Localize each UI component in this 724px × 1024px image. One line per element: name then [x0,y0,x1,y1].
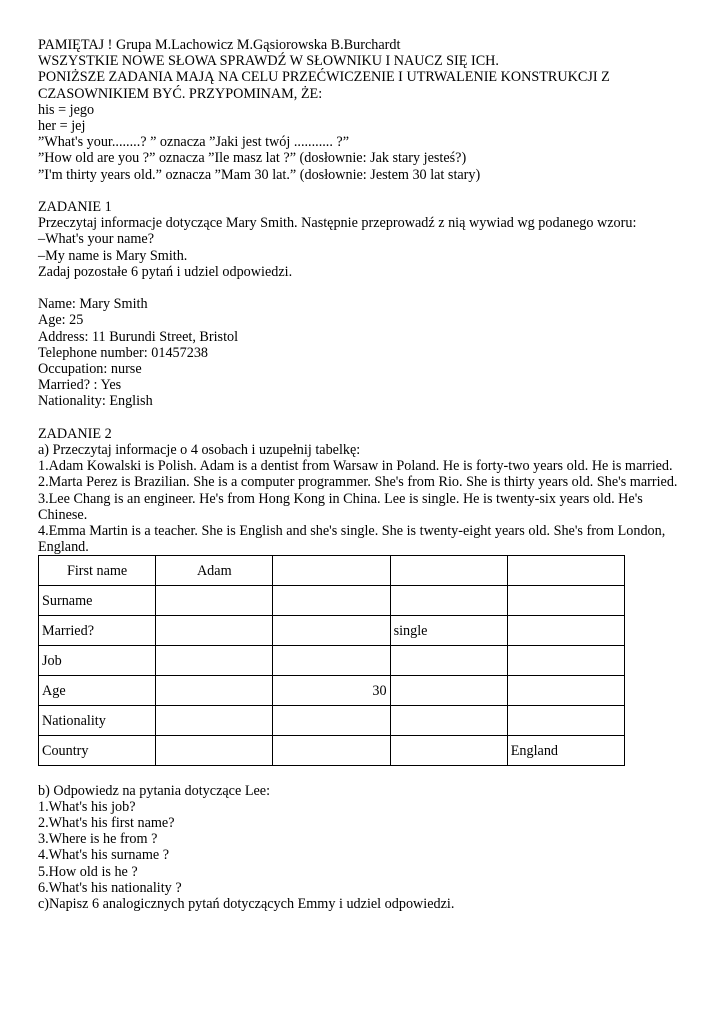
table-cell [273,736,390,766]
table-cell [507,586,624,616]
table-row [39,676,625,706]
table-cell [273,616,390,646]
intro-line: his = jego [38,101,95,118]
table-cell [273,556,390,586]
table-row [39,556,625,586]
table-cell [156,646,273,676]
table-cell [156,586,273,616]
task2-line: 3.Lee Chang is an engineer. He's from Hong Kong in China. Lee is single. He is twenty-six years old. He's Chinese. [38,490,643,523]
table-cell [273,586,390,616]
profile-line: Nationality: English [38,393,153,410]
table-row [39,586,625,616]
spacer [38,410,688,426]
part-b-line: 6.What's his nationality ? [38,879,182,896]
task1-section [38,199,688,410]
task1-heading: ZADANIE 1 [38,199,112,216]
task1-line: Zadaj pozostałe 6 pytań i udziel odpowiedzi. [38,263,293,280]
document-page [38,37,688,912]
task2-section [38,426,688,912]
table-cell: First name [39,556,156,586]
task2-line: 2.Marta Perez is Brazilian. She is a computer programmer. She's from Rio. She is thirty years old. She's married. [38,474,678,491]
table-cell [390,556,507,586]
intro-line: PONIŻSZE ZADANIA MAJĄ NA CELU PRZEĆWICZENIE I UTRWALENIE KONSTRUKCJI Z CZASOWNIKIEM BYĆ. PRZYPOMINAM, ŻE: [38,69,610,102]
intro-line: WSZYSTKIE NOWE SŁOWA SPRAWDŹ W SŁOWNIKU I NAUCZ SIĘ ICH. [38,53,499,70]
table-cell: Age [39,676,156,706]
table-cell: Job [39,646,156,676]
table-cell [390,736,507,766]
task2-line: 4.Emma Martin is a teacher. She is English and she's single. She is twenty-eight years old. She's from London, England. [38,523,666,556]
profile-line: Name: Mary Smith [38,296,148,313]
spacer [38,183,688,199]
table-cell [156,676,273,706]
table-cell: 30 [273,676,390,706]
task2-line: 1.Adam Kowalski is Polish. Adam is a dentist from Warsaw in Poland. He is forty-two years old. He is married. [38,458,673,475]
part-c-line: c)Napisz 6 analogicznych pytań dotyczących Emmy i udziel odpowiedzi. [38,896,455,913]
task1-line: –My name is Mary Smith. [38,247,188,264]
spacer [38,280,688,296]
spacer [38,766,688,782]
intro-line: ”I'm thirty years old.” oznacza ”Mam 30 lat.” (dosłownie: Jestem 30 lat stary) [38,166,481,183]
table-cell: single [390,616,507,646]
table-cell [156,736,273,766]
table-row [39,736,625,766]
task1-line: Przeczytaj informacje dotyczące Mary Smith. Następnie przeprowadź z nią wywiad wg podanego wzoru: [38,215,637,232]
intro-line: PAMIĘTAJ ! Grupa M.Lachowicz M.Gąsiorowska B.Burchardt [38,37,401,53]
part-b-line: b) Odpowiedz na pytania dotyczące Lee: [38,782,271,799]
table-cell [390,646,507,676]
table-cell: Surname [39,586,156,616]
table-cell [507,676,624,706]
table-cell [390,586,507,616]
table-cell [156,706,273,736]
task2-line: a) Przeczytaj informacje o 4 osobach i uzupełnij tabelkę: [38,442,361,459]
intro-line: ”How old are you ?” oznacza ”Ile masz lat ?” (dosłownie: Jak stary jesteś?) [38,150,467,167]
intro-line: ”What's your........? ” oznacza ”Jaki jest twój ........... ?” [38,134,350,151]
table-cell [273,706,390,736]
part-b-line: 2.What's his first name? [38,815,175,832]
task1-line: –What's your name? [38,231,155,248]
table-cell [390,706,507,736]
table-row [39,706,625,736]
profile-line: Age: 25 [38,312,84,329]
part-b-line: 3.Where is he from ? [38,831,158,848]
table-cell [156,616,273,646]
profile-line: Telephone number: 01457238 [38,344,209,361]
table-cell [507,556,624,586]
people-table [38,555,625,766]
table-cell [507,616,624,646]
part-b-line: 5.How old is he ? [38,863,138,880]
table-cell [273,646,390,676]
part-b-line: 4.What's his surname ? [38,847,169,864]
task2-heading: ZADANIE 2 [38,425,112,442]
profile-line: Married? : Yes [38,377,122,394]
table-row [39,616,625,646]
table-cell: Country [39,736,156,766]
table-cell [507,706,624,736]
table-cell [390,676,507,706]
table-row [39,646,625,676]
table-cell: England [507,736,624,766]
table-cell: Adam [156,556,273,586]
profile-line: Address: 11 Burundi Street, Bristol [38,328,239,345]
table-cell: Nationality [39,706,156,736]
table-cell [507,646,624,676]
part-b-line: 1.What's his job? [38,798,136,815]
table-cell: Married? [39,616,156,646]
intro-line: her = jej [38,118,86,135]
intro-section [38,37,688,183]
profile-line: Occupation: nurse [38,361,142,378]
